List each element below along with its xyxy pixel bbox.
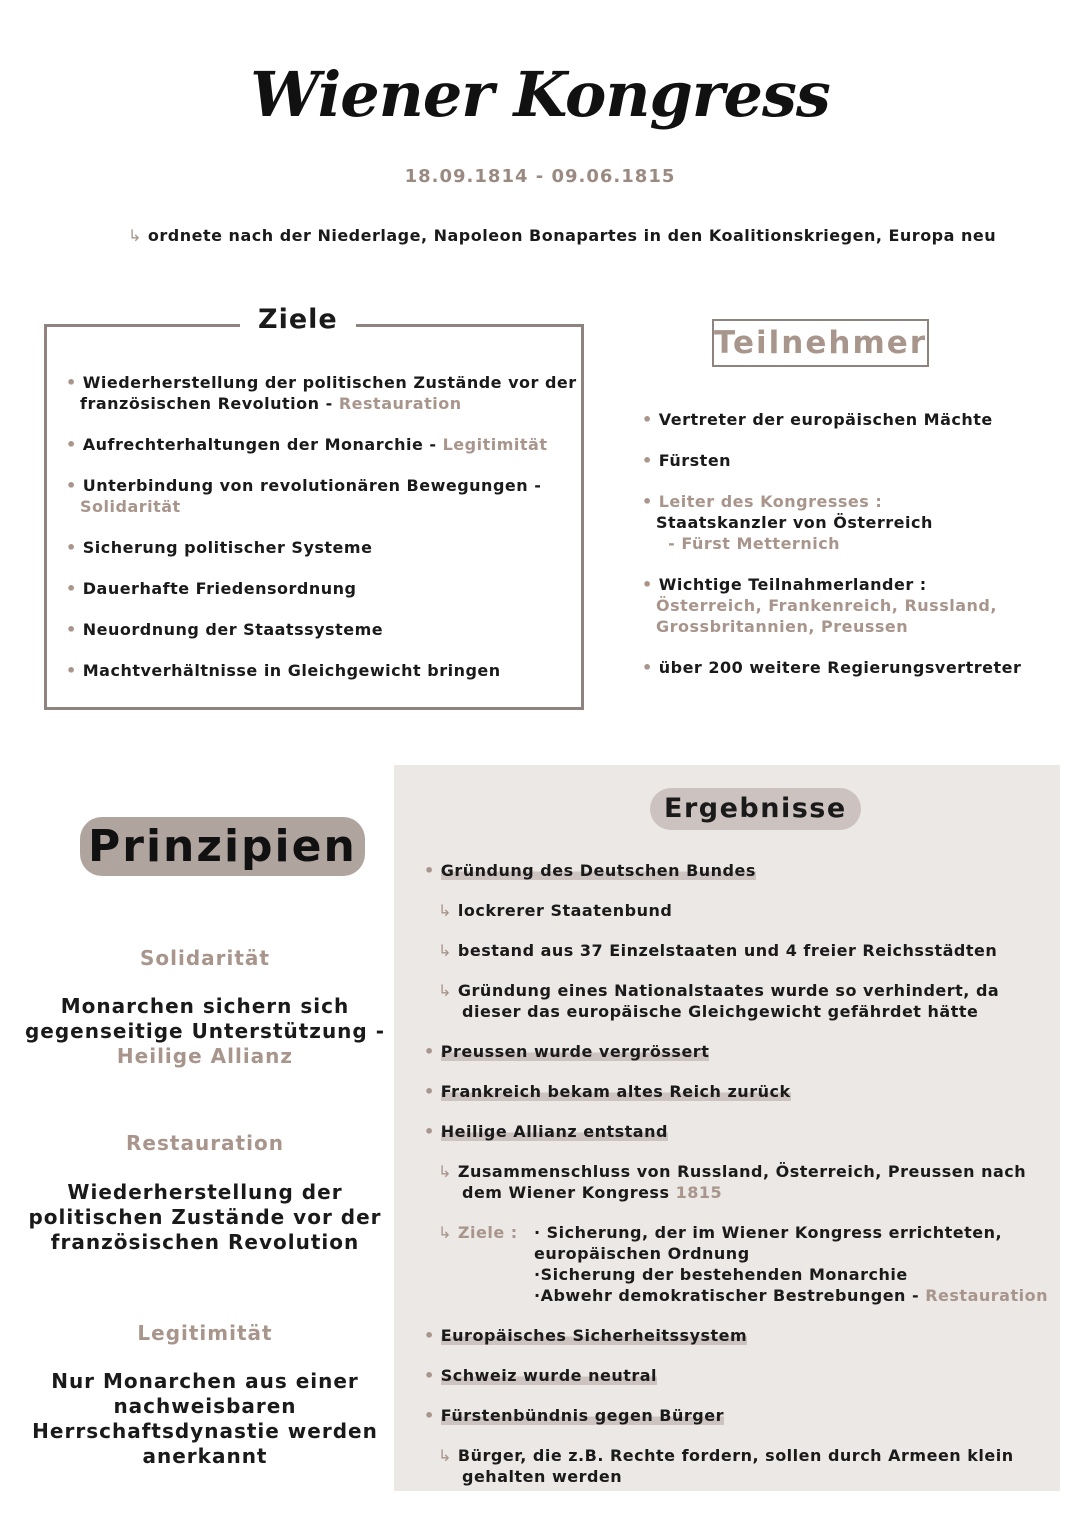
- list-item: • Fürstenbündnis gegen Bürger: [424, 1406, 724, 1425]
- arrow-icon: ↳: [438, 1162, 452, 1181]
- list-item: • Sicherung politischer Systeme: [66, 538, 373, 557]
- bullet-icon: •: [66, 579, 77, 598]
- legitimitaet-label: Legitimität: [137, 1321, 273, 1345]
- list-item: ·Abwehr demokratischer Bestrebungen - Restauration: [534, 1286, 1048, 1305]
- bullet-icon: •: [642, 451, 653, 470]
- list-item: • Europäisches Sicherheitssystem: [424, 1326, 748, 1345]
- bullet-icon: •: [424, 1042, 435, 1061]
- list-item: • Preussen wurde vergrössert: [424, 1042, 710, 1061]
- list-item: • Wichtige Teilnahmerlander : Österreich, Frankenreich, Russland, Grossbritannien, Preussen: [642, 575, 997, 636]
- list-item: • Schweiz wurde neutral: [424, 1366, 658, 1385]
- solidaritaet-label: Solidarität: [139, 946, 270, 970]
- list-item: • Vertreter der europäischen Mächte: [642, 410, 993, 429]
- list-item: ↳ Bürger, die z.B. Rechte fordern, sollen durch Armeen klein gehalten werden: [438, 1446, 1014, 1486]
- date-range: 18.09.1814 - 09.06.1815: [404, 166, 676, 187]
- arrow-icon: ↳: [438, 1223, 452, 1242]
- list-item: • Neuordnung der Staatssysteme: [66, 620, 384, 639]
- list-item: ↳ Gründung eines Nationalstaates wurde so verhindert, da dieser das europäische Gleichgewicht gefährdet hätte: [438, 981, 1000, 1021]
- restauration-label: Restauration: [126, 1131, 284, 1155]
- arrow-icon: ↳: [438, 941, 452, 960]
- list-item: • Wiederherstellung der politischen Zustände vor der französischen Revolution - Restauration: [66, 373, 577, 413]
- solidaritaet-text: Monarchen sichern sich gegenseitige Unterstützung - Heilige Allianz: [24, 994, 385, 1068]
- ziele-label: ↳ Ziele :: [438, 1223, 518, 1242]
- list-item: • Aufrechterhaltungen der Monarchie - Legitimität: [66, 435, 548, 454]
- legitimitaet-text: Nur Monarchen aus einer nachweisbaren Herrschaftsdynastie werden anerkannt: [32, 1369, 378, 1468]
- list-item: ↳ lockrerer Staatenbund: [438, 901, 673, 920]
- bullet-icon: •: [66, 373, 77, 392]
- bullet-icon: •: [424, 861, 435, 880]
- list-item: • Leiter des Kongresses : Staatskanzler von Österreich - Fürst Metternich: [642, 492, 933, 553]
- ergebnisse-heading: Ergebnisse: [650, 788, 861, 830]
- bullet-icon: •: [66, 620, 77, 639]
- intro-line: [128, 226, 996, 245]
- page-title: Wiener Kongress: [250, 58, 830, 131]
- teilnehmer-list: [642, 409, 1042, 698]
- bullet-icon: •: [66, 538, 77, 557]
- intro-text: ordnete nach der Niederlage, Napoleon Bonapartes in den Koalitionskriegen, Europa neu: [147, 226, 997, 245]
- list-item: • Heilige Allianz entstand: [424, 1122, 668, 1141]
- bullet-icon: •: [424, 1082, 435, 1101]
- allianz-ziele-list: [534, 1222, 1056, 1306]
- arrow-icon: ↳: [128, 226, 142, 245]
- arrow-icon: ↳: [438, 981, 452, 1000]
- teilnehmer-heading: Teilnehmer: [712, 319, 929, 367]
- prinzipien-heading: Prinzipien: [80, 817, 365, 876]
- bullet-icon: •: [642, 410, 653, 429]
- list-item: • Gründung des Deutschen Bundes: [424, 861, 756, 880]
- bullet-icon: •: [424, 1122, 435, 1141]
- bullet-icon: •: [66, 476, 77, 495]
- bullet-icon: •: [66, 661, 77, 680]
- list-item: • Unterbindung von revolutionären Bewegungen - Solidarität: [66, 476, 542, 516]
- list-item: • Dauerhafte Friedensordnung: [66, 579, 357, 598]
- arrow-icon: ↳: [438, 1446, 452, 1465]
- list-item: • Machtverhältnisse in Gleichgewicht bringen: [66, 661, 501, 680]
- list-item: • Fürsten: [642, 451, 732, 470]
- arrow-icon: ↳: [438, 901, 452, 920]
- list-item: ·Sicherung der bestehenden Monarchie: [534, 1265, 908, 1284]
- ergebnisse-list: [424, 860, 1056, 1506]
- bullet-icon: •: [424, 1366, 435, 1385]
- bullet-icon: •: [642, 658, 653, 677]
- bullet-icon: •: [642, 575, 653, 594]
- bullet-icon: •: [424, 1406, 435, 1425]
- ziele-heading: Ziele: [240, 304, 356, 335]
- ziele-list: [66, 372, 578, 701]
- bullet-icon: •: [642, 492, 653, 511]
- list-item: • Frankreich bekam altes Reich zurück: [424, 1082, 791, 1101]
- list-item: ↳ Zusammenschluss von Russland, Österreich, Preussen nach dem Wiener Kongress 1815: [438, 1162, 1027, 1202]
- allianz-ziele: [438, 1222, 1056, 1306]
- list-item: ↳ bestand aus 37 Einzelstaaten und 4 freier Reichsstädten: [438, 941, 998, 960]
- restauration-text: Wiederherstellung der politischen Zustände vor der französischen Revolution: [28, 1180, 382, 1254]
- bullet-icon: •: [66, 435, 77, 454]
- bullet-icon: •: [424, 1326, 435, 1345]
- list-item: · Sicherung, der im Wiener Kongress errichteten, europäischen Ordnung: [534, 1223, 1003, 1263]
- list-item: • über 200 weitere Regierungsvertreter: [642, 658, 1022, 677]
